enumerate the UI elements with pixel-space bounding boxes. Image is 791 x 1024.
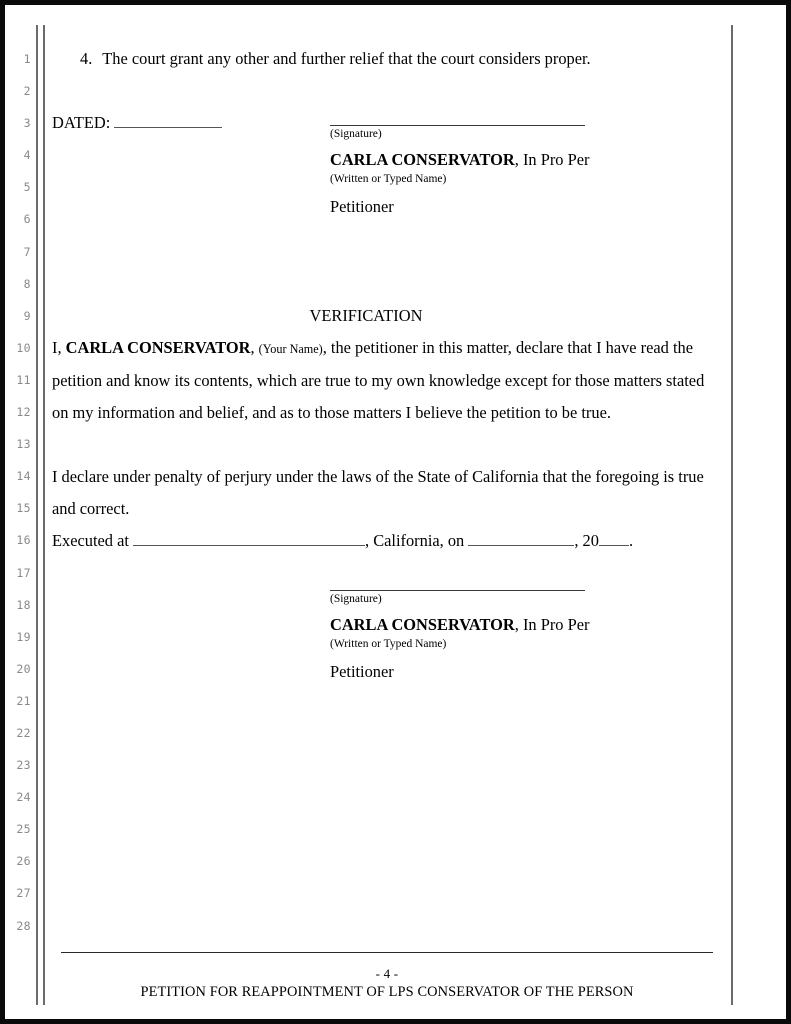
line-number-25: 25 (16, 822, 31, 837)
document-body (52, 43, 720, 558)
line-number-5: 5 (23, 180, 31, 195)
line-number-17: 17 (16, 565, 31, 580)
line-number-12: 12 (16, 405, 31, 420)
line-number-16: 16 (16, 533, 31, 548)
executed-prefix: Executed at (52, 531, 129, 551)
right-margin-rule (731, 25, 733, 1005)
left-margin-rule-inner (43, 25, 45, 1005)
line-number-21: 21 (16, 693, 31, 708)
line-number-24: 24 (16, 790, 31, 805)
verification-comma: , (250, 337, 259, 357)
line-number-23: 23 (16, 758, 31, 773)
footer-page-number: - 4 - (375, 966, 399, 981)
signature-role: Petitioner (330, 197, 394, 216)
left-margin-rule-outer (36, 25, 38, 1005)
line-number-18: 18 (16, 597, 31, 612)
line-number-27: 27 (16, 886, 31, 901)
blank-line (52, 429, 720, 461)
footer-document-title: PETITION FOR REAPPOINTMENT OF LPS CONSERVATOR OF THE PERSON (140, 984, 634, 1000)
line-number-26: 26 (16, 854, 31, 869)
line-number-gutter (5, 43, 31, 942)
line-number-19: 19 (16, 629, 31, 644)
line-number-9: 9 (23, 308, 31, 323)
verification-line-3: on my information and belief, and as to those matters I believe the petition to be true. (52, 403, 611, 423)
blank-line (52, 236, 720, 268)
perjury-line-1: I declare under penalty of perjury under the laws of the State of California that the foregoing is true (52, 467, 704, 487)
item-4-text: The court grant any other and further relief that the court considers proper. (102, 49, 591, 68)
dated-label: DATED: (52, 113, 111, 133)
verification-your-name-note: (Your Name) (258, 341, 323, 356)
line-number-28: 28 (16, 918, 31, 933)
item-4-number: 4. (80, 49, 93, 68)
line-number-7: 7 (23, 244, 31, 259)
verification-rest: , the petitioner in this matter, declare that I have read the (322, 337, 693, 357)
line-number-3: 3 (23, 116, 31, 131)
executed-city-blank[interactable] (133, 545, 365, 546)
signature-name-bold: CARLA CONSERVATOR (330, 150, 515, 169)
blank-line (52, 75, 720, 107)
executed-suffix: . (628, 531, 634, 551)
signature-block-primary (330, 125, 630, 218)
signature-name (330, 607, 630, 636)
verification-prefix: I, (52, 337, 66, 357)
signature-caption: (Signature) (330, 593, 382, 605)
line-number-22: 22 (16, 725, 31, 740)
verification-name: CARLA CONSERVATOR (65, 337, 251, 357)
line-number-8: 8 (23, 276, 31, 291)
line-number-2: 2 (23, 84, 31, 99)
dated-blank[interactable] (114, 127, 222, 128)
footer-divider (61, 952, 713, 953)
signature-name-caption: (Written or Typed Name) (330, 173, 447, 185)
signature-name-rest: , In Pro Per (514, 150, 590, 169)
numbered-item-4 (52, 43, 720, 75)
line-number-13: 13 (16, 437, 31, 452)
line-number-11: 11 (16, 372, 31, 387)
line-number-1: 1 (23, 52, 31, 66)
line-number-10: 10 (16, 340, 31, 355)
line-number-20: 20 (16, 661, 31, 676)
executed-year-blank[interactable] (599, 545, 629, 546)
executed-middle: , California, on (365, 531, 465, 551)
line-number-14: 14 (16, 469, 31, 484)
blank-line (52, 268, 720, 300)
signature-name-bold: CARLA CONSERVATOR (330, 615, 515, 634)
page-footer (61, 952, 713, 1002)
verification-line-1 (52, 332, 720, 365)
signature-caption: (Signature) (330, 128, 382, 140)
line-number-6: 6 (23, 212, 31, 227)
executed-at-line (52, 525, 720, 557)
line-number-15: 15 (16, 501, 31, 516)
signature-block-verification (330, 590, 630, 683)
executed-year-prefix: , 20 (574, 531, 599, 551)
verification-heading: VERIFICATION (309, 305, 423, 325)
signature-name-caption: (Written or Typed Name) (330, 638, 447, 650)
executed-date-blank[interactable] (468, 545, 574, 546)
perjury-line-2: and correct. (52, 499, 130, 519)
signature-name-rest: , In Pro Per (514, 615, 590, 634)
signature-role: Petitioner (330, 662, 394, 681)
line-number-4: 4 (23, 148, 31, 163)
verification-line-2: petition and know its contents, which are true to my own knowledge except for those matters stated (52, 370, 705, 390)
signature-name (330, 142, 630, 171)
